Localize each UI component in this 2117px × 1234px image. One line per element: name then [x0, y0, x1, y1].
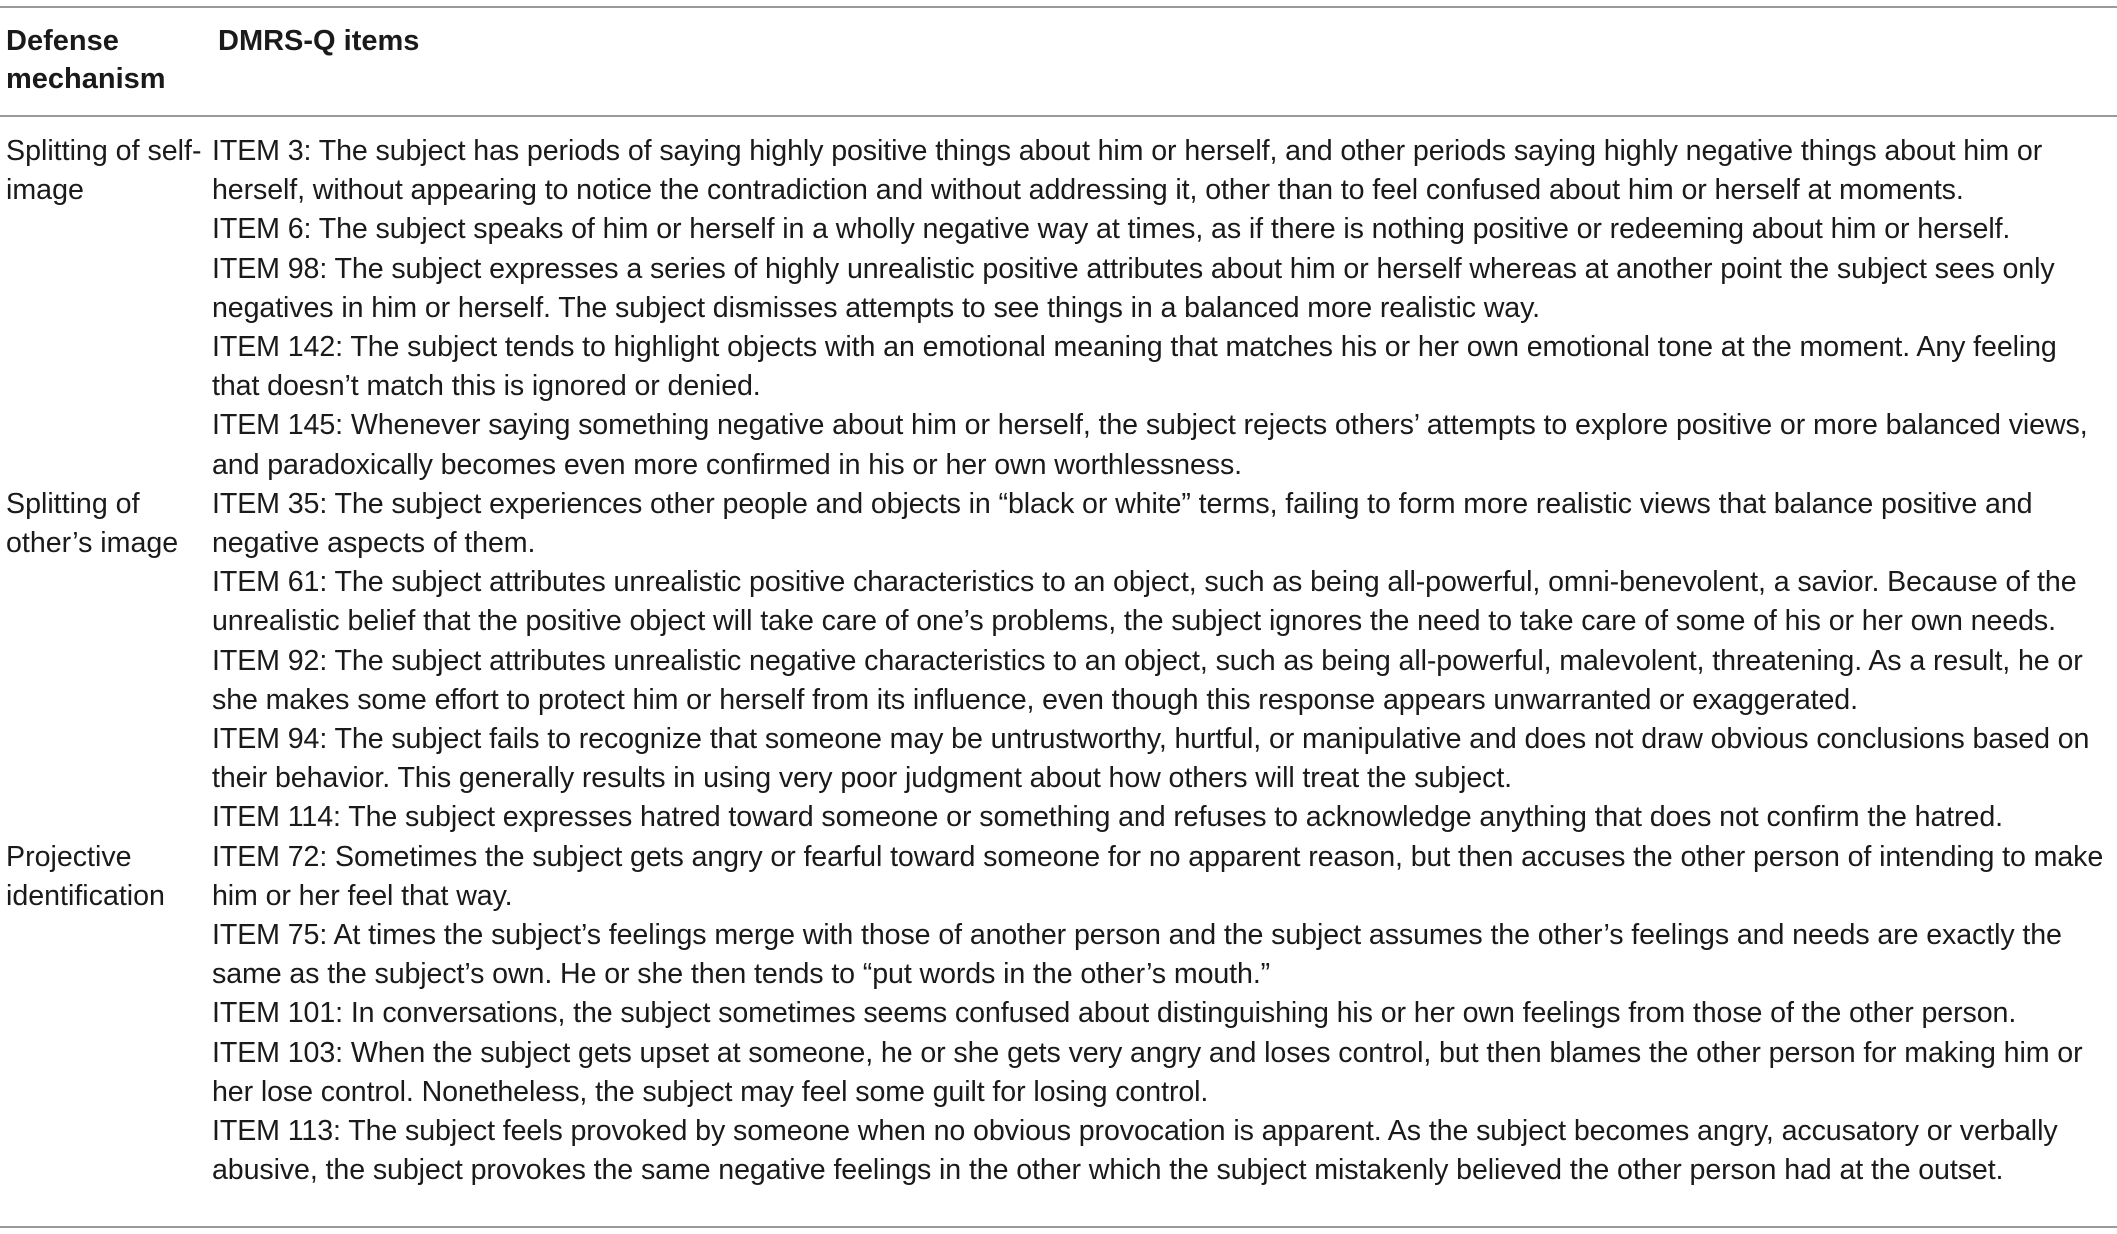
- header-dmrs-q-items: DMRS-Q items: [218, 25, 420, 57]
- mechanism-label: Projective identification: [6, 840, 165, 912]
- item-text: ITEM 114: The subject expresses hatred toward someone or something and refuses to acknowledge anything that does not confirm the hatred.: [212, 801, 2003, 834]
- table-row-splitting-self-image: [0, 132, 2117, 485]
- table-row-projective-identification: [0, 838, 2117, 1191]
- item-text: ITEM 98: The subject expresses a series of highly unrealistic positive attributes about him or herself whereas at another point the subject sees only negatives in him or herself. The subject dismisses attempts to see things in a balanced more realistic way.: [212, 252, 2055, 324]
- item-text: ITEM 75: At times the subject’s feelings merge with those of another person and the subject assumes the other’s feelings and needs are exactly the same as the subject’s own. He or she then tends to “put words in the other’s mouth.”: [212, 919, 2062, 991]
- header-divider-rule: [0, 115, 2117, 117]
- item-text: ITEM 101: In conversations, the subject sometimes seems confused about distinguishing his or her own feelings from those of the other person.: [212, 997, 2017, 1030]
- item-list: [212, 485, 2111, 838]
- item-text: ITEM 92: The subject attributes unrealistic negative characteristics to an object, such as being all-powerful, malevolent, threatening. As a result, he or she makes some effort to protect him or herself from its influence, even though this response appears unwarranted or exaggerated.: [212, 644, 2083, 716]
- header-defense-mechanism: Defense mechanism: [6, 25, 166, 95]
- mechanism-label: Splitting of self-image: [6, 135, 202, 207]
- item-text: ITEM 61: The subject attributes unrealistic positive characteristics to an object, such as being all-powerful, omni-benevolent, a savior. Because of the unrealistic belief that the positive object will take care of one’s problems, the subject ignores the need to take care of some of his or her own needs.: [212, 566, 2077, 638]
- table-body: [0, 132, 2117, 1190]
- item-list: [212, 132, 2111, 485]
- item-list: [212, 838, 2111, 1191]
- item-text: ITEM 3: The subject has periods of saying highly positive things about him or herself, and other periods saying highly negative things about him or herself, without appearing to notice the contradiction and without addressing it, other than to feel confused about him or herself at moments.: [212, 135, 2043, 207]
- item-text: ITEM 113: The subject feels provoked by someone when no obvious provocation is apparent. As the subject becomes angry, accusatory or verbally abusive, the subject provokes the same negative feelings in the other which the subject mistakenly believed the other person had at the outset.: [212, 1115, 2058, 1187]
- table-top-rule: [0, 6, 2117, 8]
- item-text: ITEM 72: Sometimes the subject gets angry or fearful toward someone for no apparent reason, but then accuses the other person of intending to make him or her feel that way.: [212, 840, 2104, 912]
- item-text: ITEM 103: When the subject gets upset at someone, he or she gets very angry and loses control, but then blames the other person for making him or her lose control. Nonetheless, the subject may feel some guilt for losing control.: [212, 1036, 2083, 1108]
- mechanism-label: Splitting of other’s image: [6, 487, 179, 560]
- item-text: ITEM 145: Whenever saying something negative about him or herself, the subject rejects others’ attempts to explore positive or more balanced views, and paradoxically becomes even more confirmed in his or her own worthlessness.: [212, 409, 2088, 481]
- table-bottom-rule: [0, 1226, 2117, 1228]
- item-text: ITEM 35: The subject experiences other people and objects in “black or white” terms, failing to form more realistic views that balance positive and negative aspects of them.: [212, 487, 2033, 560]
- item-text: ITEM 6: The subject speaks of him or herself in a wholly negative way at times, as if there is nothing positive or redeeming about him or herself.: [212, 213, 2011, 246]
- item-text: ITEM 142: The subject tends to highlight objects with an emotional meaning that matches his or her own emotional tone at the moment. Any feeling that doesn’t match this is ignored or denied.: [212, 331, 2057, 403]
- table-row-splitting-others-image: [0, 485, 2117, 838]
- item-text: ITEM 94: The subject fails to recognize that someone may be untrustworthy, hurtful, or manipulative and does not draw obvious conclusions based on their behavior. This generally results in using very poor judgment about how others will treat the subject.: [212, 723, 2090, 795]
